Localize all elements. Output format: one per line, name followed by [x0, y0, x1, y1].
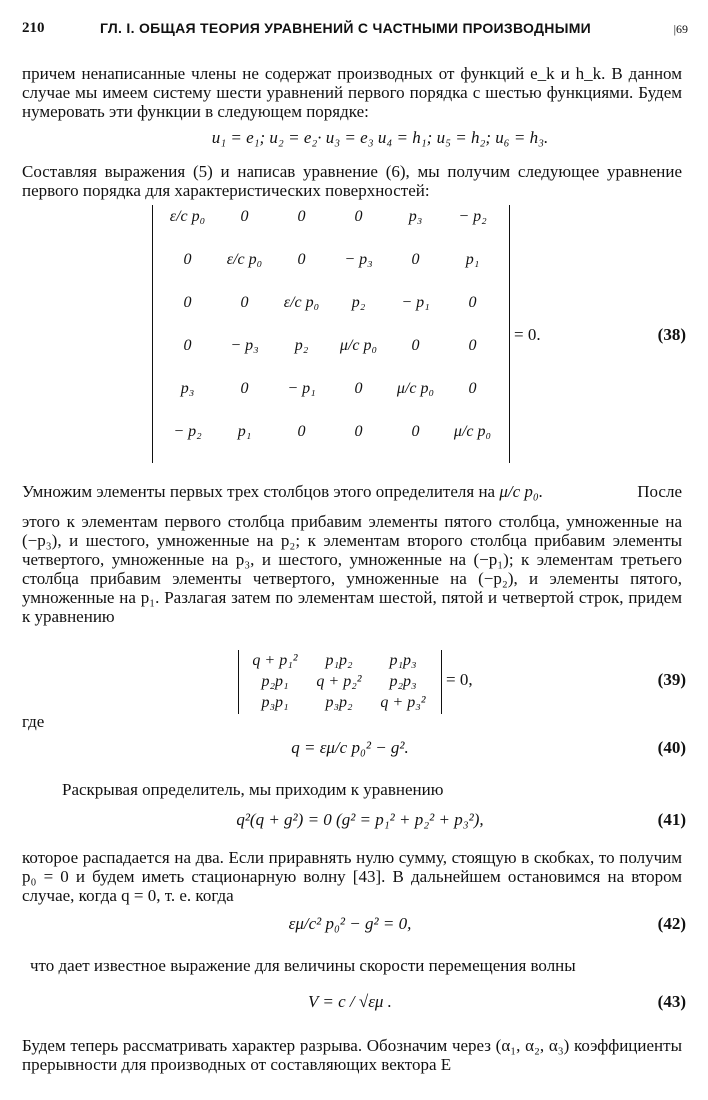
eq38-cell-r1-c3: 0 — [297, 208, 306, 225]
eq38-cell-r6-c2: p₁ — [237, 423, 252, 440]
eq38-cell-r2-c3: 0 — [297, 251, 306, 268]
eq38-cell-r3-c5: − p₁ — [401, 294, 430, 311]
eq39-cell-r3-c1: p₃p₁ — [261, 694, 289, 711]
determinant-39 — [238, 650, 442, 714]
eq38-cell-r3-c6: 0 — [468, 294, 477, 311]
paragraph-1-text: причем ненаписанные члены не содержат производных от функций e_k и h_k. В данном случае мы имеем систему шести уравнений первого порядка с шестью функциями. Будем нумеровать эти функции в следующем порядке: — [22, 64, 682, 121]
eq38-cell-r6-c6: μ/c p₀ — [453, 423, 492, 440]
section-mark: |69 — [673, 22, 688, 36]
running-header — [22, 20, 688, 44]
eq38-cell-r1-c6: − p₂ — [458, 208, 487, 225]
where-label: где — [22, 712, 45, 731]
eq38-cell-r3-c1: 0 — [183, 294, 192, 311]
eq38-cell-r2-c1: 0 — [183, 251, 192, 268]
equation-41: q²(q + g²) = 0 (g² = p₁² + p₂² + p₃²), — [236, 810, 484, 829]
eq38-cell-r4-c5: 0 — [411, 337, 420, 354]
eq39-cell-r2-c2: q + p₂² — [316, 673, 362, 690]
eq38-cell-r6-c5: 0 — [411, 423, 420, 440]
eq39-number: (39) — [657, 670, 686, 689]
eq38-cell-r5-c3: − p₁ — [287, 380, 316, 397]
running-head-title: ГЛ. I. ОБЩАЯ ТЕОРИЯ УРАВНЕНИЙ С ЧАСТНЫМИ ПРОИЗВОДНЫМИ — [100, 20, 592, 36]
eq38-cell-r6-c4: 0 — [354, 423, 363, 440]
paragraph-3-fraction: μ/c p₀. — [499, 482, 544, 501]
eq38-cell-r5-c5: μ/c p₀ — [396, 380, 435, 397]
eq38-cell-r5-c1: p₃ — [180, 380, 195, 397]
eq38-cell-r6-c3: 0 — [297, 423, 306, 440]
eq39-cell-r1-c3: p₁p₃ — [389, 652, 417, 669]
eq38-cell-r2-c6: p₁ — [465, 251, 480, 268]
eq38-number: (38) — [657, 325, 686, 344]
eq38-cell-r2-c5: 0 — [411, 251, 420, 268]
paragraph-8-text: Будем теперь рассматривать характер разрыва. Обозначим через (α₁, α₂, α₃) коэффициенты прерывности для производных от составляющих вектора E — [22, 1036, 682, 1074]
eq38-cell-r5-c6: 0 — [468, 380, 477, 397]
eq39-cell-r2-c3: p₂p₃ — [389, 673, 417, 690]
equation-40: q = εμ/c p₀² − g². — [291, 738, 409, 757]
eq38-cell-r2-c4: − p₃ — [344, 251, 373, 268]
eq39-cell-r1-c2: p₁p₂ — [325, 652, 353, 669]
eq38-cell-r4-c1: 0 — [183, 337, 192, 354]
paragraph-5: Раскрывая определитель, мы приходим к уравнению — [62, 780, 444, 799]
eq39-cell-r3-c3: q + p₃² — [380, 694, 426, 711]
eq40-number: (40) — [657, 738, 686, 757]
paragraph-3 — [22, 482, 682, 502]
paragraph-6-text: которое распадается на два. Если приравнять нулю сумму, стоящую в скобках, то получим p₀ = 0 и будем иметь стационарную волну [43]. В дальнейшем остановимся на втором случае, когда q = 0, т. е. когда — [22, 848, 682, 905]
page-number: 210 — [22, 20, 45, 36]
eq38-cell-r1-c2: 0 — [240, 208, 249, 225]
eq39-cell-r1-c1: q + p₁² — [252, 652, 298, 669]
eq38-cell-r5-c4: 0 — [354, 380, 363, 397]
eq39-cell-r3-c2: p₃p₂ — [325, 694, 353, 711]
paragraph-4 — [22, 512, 682, 626]
eq42-number: (42) — [657, 914, 686, 933]
equation-u: u₁ = e₁; u₂ = e₂· u₃ = e₃ u₄ = h₁; u₅ = h₂; u₆ = h₃. — [211, 128, 549, 147]
paragraph-1 — [22, 64, 682, 121]
eq38-cell-r3-c2: 0 — [240, 294, 249, 311]
paragraph-2-text: Составляя выражения (5) и написав уравнение (6), мы получим следующее уравнение первого порядка для характеристических поверхностей: — [22, 162, 682, 200]
eq38-cell-r5-c2: 0 — [240, 380, 249, 397]
eq38-cell-r6-c1: − p₂ — [173, 423, 202, 440]
eq39-rhs: = 0, — [446, 670, 473, 689]
eq38-cell-r4-c6: 0 — [468, 337, 477, 354]
determinant-38 — [152, 205, 510, 463]
paragraph-4-text: этого к элементам первого столбца прибавим элементы пятого столбца, умноженные на (−p₃), и шестого, умноженные на p₂; к элементам второго столбца прибавим элементы четвертого, умноженные на p₃, и шестого, умноженные на (−p₁); к элементам третьего столбца прибавим элементы четвертого, умноженные на (−p₂), и элементы пятого, умноженные на p₁. Разлагая затем по элементам шестой, пятой и четвертой строк, придем к уравнению — [22, 512, 682, 626]
paragraph-3-text-b: После — [637, 482, 682, 501]
paragraph-8 — [22, 1036, 682, 1074]
eq38-cell-r1-c5: p₃ — [408, 208, 423, 225]
eq38-cell-r1-c4: 0 — [354, 208, 363, 225]
eq38-rhs: = 0. — [514, 325, 541, 344]
equation-42: εμ/c² p₀² − g² = 0, — [288, 914, 412, 933]
paragraph-2 — [22, 162, 682, 200]
eq38-cell-r4-c2: − p₃ — [230, 337, 259, 354]
eq43-number: (43) — [657, 992, 686, 1011]
eq38-cell-r4-c4: μ/c p₀ — [339, 337, 378, 354]
eq38-cell-r3-c4: p₂ — [351, 294, 366, 311]
eq38-cell-r4-c3: p₂ — [294, 337, 309, 354]
paragraph-6 — [22, 848, 682, 905]
eq38-cell-r1-c1: ε/c p₀ — [169, 208, 206, 225]
paragraph-7: что дает известное выражение для величины скорости перемещения волны — [30, 956, 576, 975]
paragraph-3-text-a: Умножим элементы первых трех столбцов этого определителя на — [22, 482, 496, 501]
equation-43: V = c / √εμ . — [308, 992, 392, 1011]
eq38-cell-r3-c3: ε/c p₀ — [283, 294, 320, 311]
eq38-cell-r2-c2: ε/c p₀ — [226, 251, 263, 268]
eq41-number: (41) — [657, 810, 686, 829]
eq39-cell-r2-c1: p₂p₁ — [261, 673, 289, 690]
